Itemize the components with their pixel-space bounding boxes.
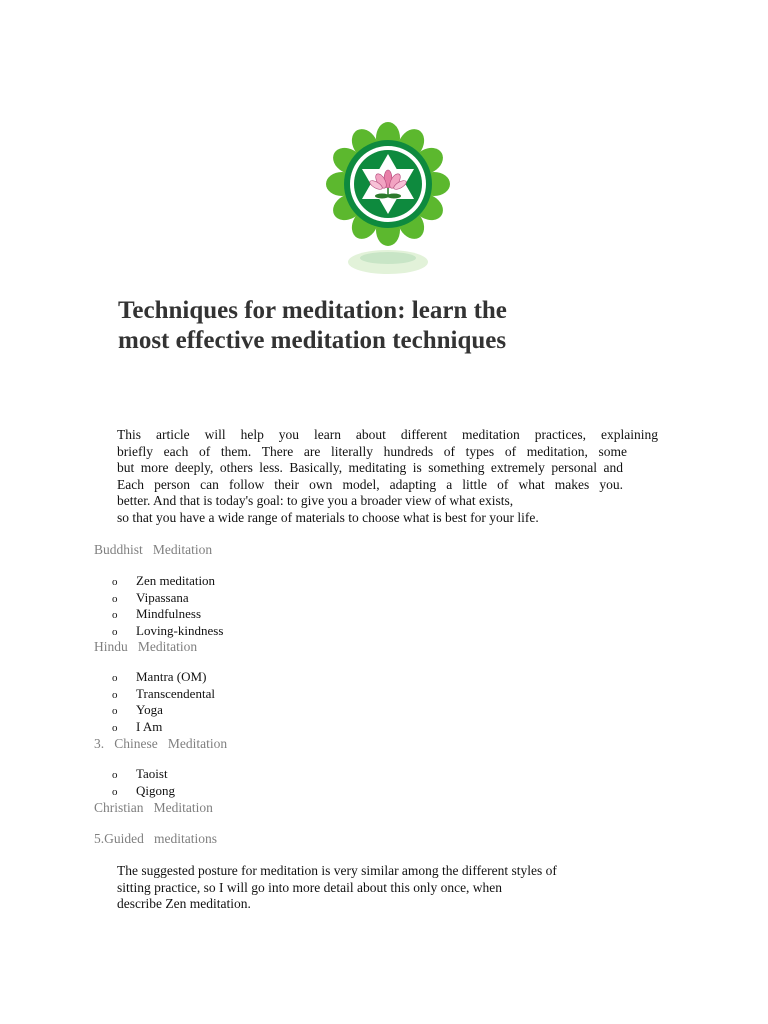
list-item: o Mindfulness <box>112 606 223 623</box>
chinese-list <box>112 766 175 799</box>
list-item: o Transcendental <box>112 686 215 703</box>
lotus-star-logo-icon <box>318 122 458 282</box>
closing-line: The suggested posture for meditation is very similar among the different styles of <box>117 863 557 878</box>
intro-line: but more deeply, others less. Basically, meditating is something extremely personal and <box>117 460 623 475</box>
circle-bullet-icon: o <box>112 785 118 798</box>
circle-bullet-icon: o <box>112 609 118 621</box>
list-item: o Taoist <box>112 766 175 783</box>
title-line-1: Techniques for meditation: learn the <box>118 297 507 324</box>
intro-line: better. And that is today's goal: to give you a broader view of what exists, <box>117 493 514 508</box>
buddhist-list <box>112 573 223 639</box>
circle-bullet-icon: o <box>112 705 118 717</box>
circle-bullet-icon: o <box>112 672 118 684</box>
circle-bullet-icon: o <box>112 721 118 734</box>
intro-line: so that you have a wide range of materials to choose what is best for your life. <box>117 509 539 525</box>
hindu-list <box>112 669 215 735</box>
intro-line: This article will help you learn about different meditation practices, explaining <box>117 427 658 442</box>
intro-paragraph <box>117 427 658 526</box>
page-title <box>118 296 507 356</box>
closing-line: sitting practice, so I will go into more detail about this only once, when <box>117 879 503 895</box>
intro-line: briefly each of them. There are literally hundreds of types of meditation, some <box>117 443 627 459</box>
list-item: o I Am <box>112 719 215 736</box>
circle-bullet-icon: o <box>112 769 118 781</box>
section-heading-christian: Christian Meditation <box>94 800 213 815</box>
title-line-2: most effective meditation techniques <box>118 327 507 354</box>
section-heading-guided: 5.Guided meditations <box>94 831 217 846</box>
intro-line: Each person can follow their own model, adapting a little of what makes you. <box>117 476 623 492</box>
list-item: o Mantra (OM) <box>112 669 215 686</box>
closing-paragraph <box>117 863 557 913</box>
list-item: o Yoga <box>112 702 215 719</box>
list-item: o Zen meditation <box>112 573 223 590</box>
closing-line: describe Zen meditation. <box>117 896 251 911</box>
circle-bullet-icon: o <box>112 625 118 638</box>
list-item: o Vipassana <box>112 590 223 607</box>
circle-bullet-icon: o <box>112 688 118 701</box>
section-heading-chinese: 3. Chinese Meditation <box>94 736 228 751</box>
circle-bullet-icon: o <box>112 576 118 588</box>
list-item: o Loving-kindness <box>112 623 223 640</box>
list-item: o Qigong <box>112 783 175 800</box>
section-heading-buddhist: Buddhist Meditation <box>94 542 213 557</box>
circle-bullet-icon: o <box>112 592 118 605</box>
section-heading-hindu: Hindu Meditation <box>94 639 198 654</box>
